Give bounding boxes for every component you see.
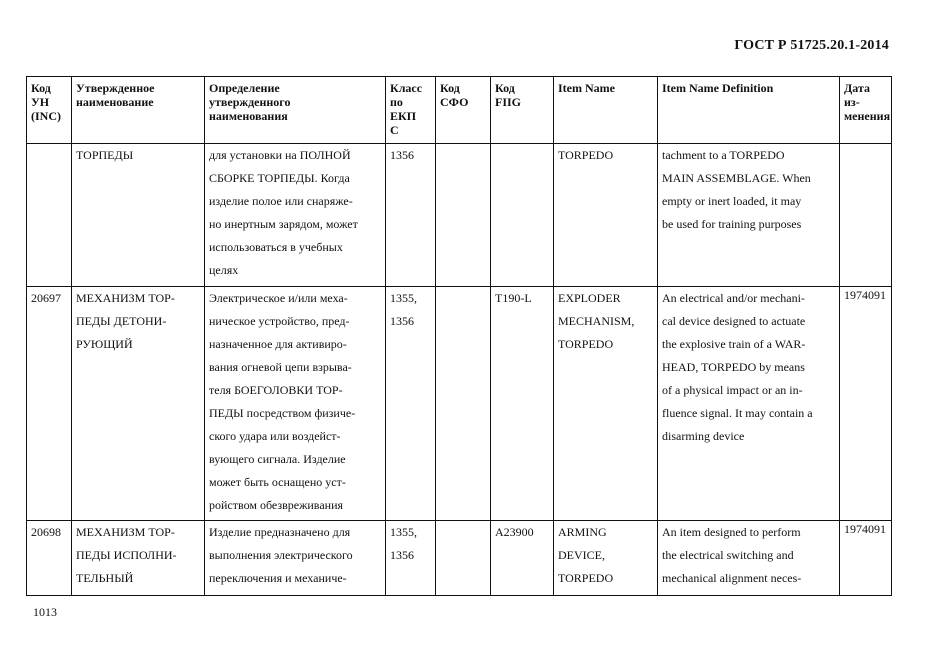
cell-inc — [27, 144, 72, 287]
col-header-approved-name: Утвержденное наименование — [72, 77, 205, 144]
cell-change-date — [840, 144, 892, 287]
cell-item-name: ARMING DEVICE, TORPEDO — [554, 521, 658, 596]
cell-item-name: EXPLODER MECHANISM, TORPEDO — [554, 287, 658, 521]
cell-change-date: 1974091 — [840, 521, 892, 596]
cell-class: 1356 — [386, 144, 436, 287]
cell-definition: Электрическое и/или меха- ническое устройство, пред- назначенное для активиро- вания огневой цепи взрыва- теля БОЕГОЛОВКИ ТОР- ПЕДЫ посредством физиче- ского удара или воздейст- вующего сигнала. Изделие может быть оснащено уст- ройством обезвреживания — [205, 287, 386, 521]
document-code: ГОСТ Р 51725.20.1-2014 — [734, 38, 889, 53]
page-number: 1013 — [33, 605, 57, 619]
cell-approved-name: МЕХАНИЗМ ТОР- ПЕДЫ ИСПОЛНИ- ТЕЛЬНЫЙ — [72, 521, 205, 596]
cell-sfo — [436, 521, 491, 596]
col-header-item-name: Item Name — [554, 77, 658, 144]
cell-class: 1355, 1356 — [386, 521, 436, 596]
cell-class: 1355, 1356 — [386, 287, 436, 521]
cell-sfo — [436, 144, 491, 287]
col-header-fiig: Код FIIG — [491, 77, 554, 144]
cell-approved-name: МЕХАНИЗМ ТОР- ПЕДЫ ДЕТОНИ- РУЮЩИЙ — [72, 287, 205, 521]
col-header-definition: Определение утвержденного наименования — [205, 77, 386, 144]
table-row — [27, 287, 892, 521]
col-header-class: Класс по ЕКП С — [386, 77, 436, 144]
cell-sfo — [436, 287, 491, 521]
cell-approved-name: ТОРПЕДЫ — [72, 144, 205, 287]
cell-fiig: T190-L — [491, 287, 554, 521]
col-header-item-name-definition: Item Name Definition — [658, 77, 840, 144]
cell-item-name-definition: tachment to a TORPEDO MAIN ASSEMBLAGE. When empty or inert loaded, it may be used for training purposes — [658, 144, 840, 287]
cell-item-name-definition: An electrical and/or mechani- cal device designed to actuate the explosive train of a WAR- HEAD, TORPEDO by means of a physical impact or an in- fluence signal. It may contain a disarming device — [658, 287, 840, 521]
col-header-inc: Код УН (INC) — [27, 77, 72, 144]
cell-fiig: A23900 — [491, 521, 554, 596]
table-header-row — [27, 77, 892, 144]
cell-fiig — [491, 144, 554, 287]
col-header-sfo: Код СФО — [436, 77, 491, 144]
cell-inc: 20697 — [27, 287, 72, 521]
cell-definition: Изделие предназначено для выполнения электрического переключения и механиче- — [205, 521, 386, 596]
cell-inc: 20698 — [27, 521, 72, 596]
cell-change-date: 1974091 — [840, 287, 892, 521]
cell-item-name-definition: An item designed to perform the electrical switching and mechanical alignment neces- — [658, 521, 840, 596]
table-row — [27, 144, 892, 287]
cell-item-name: TORPEDO — [554, 144, 658, 287]
col-header-change-date: Дата из- менения — [840, 77, 892, 144]
nomenclature-table — [26, 76, 892, 596]
table-row — [27, 521, 892, 596]
cell-definition: для установки на ПОЛНОЙ СБОРКЕ ТОРПЕДЫ. Когда изделие полое или снаряже- но инертным зарядом, может использоваться в учебных целях — [205, 144, 386, 287]
